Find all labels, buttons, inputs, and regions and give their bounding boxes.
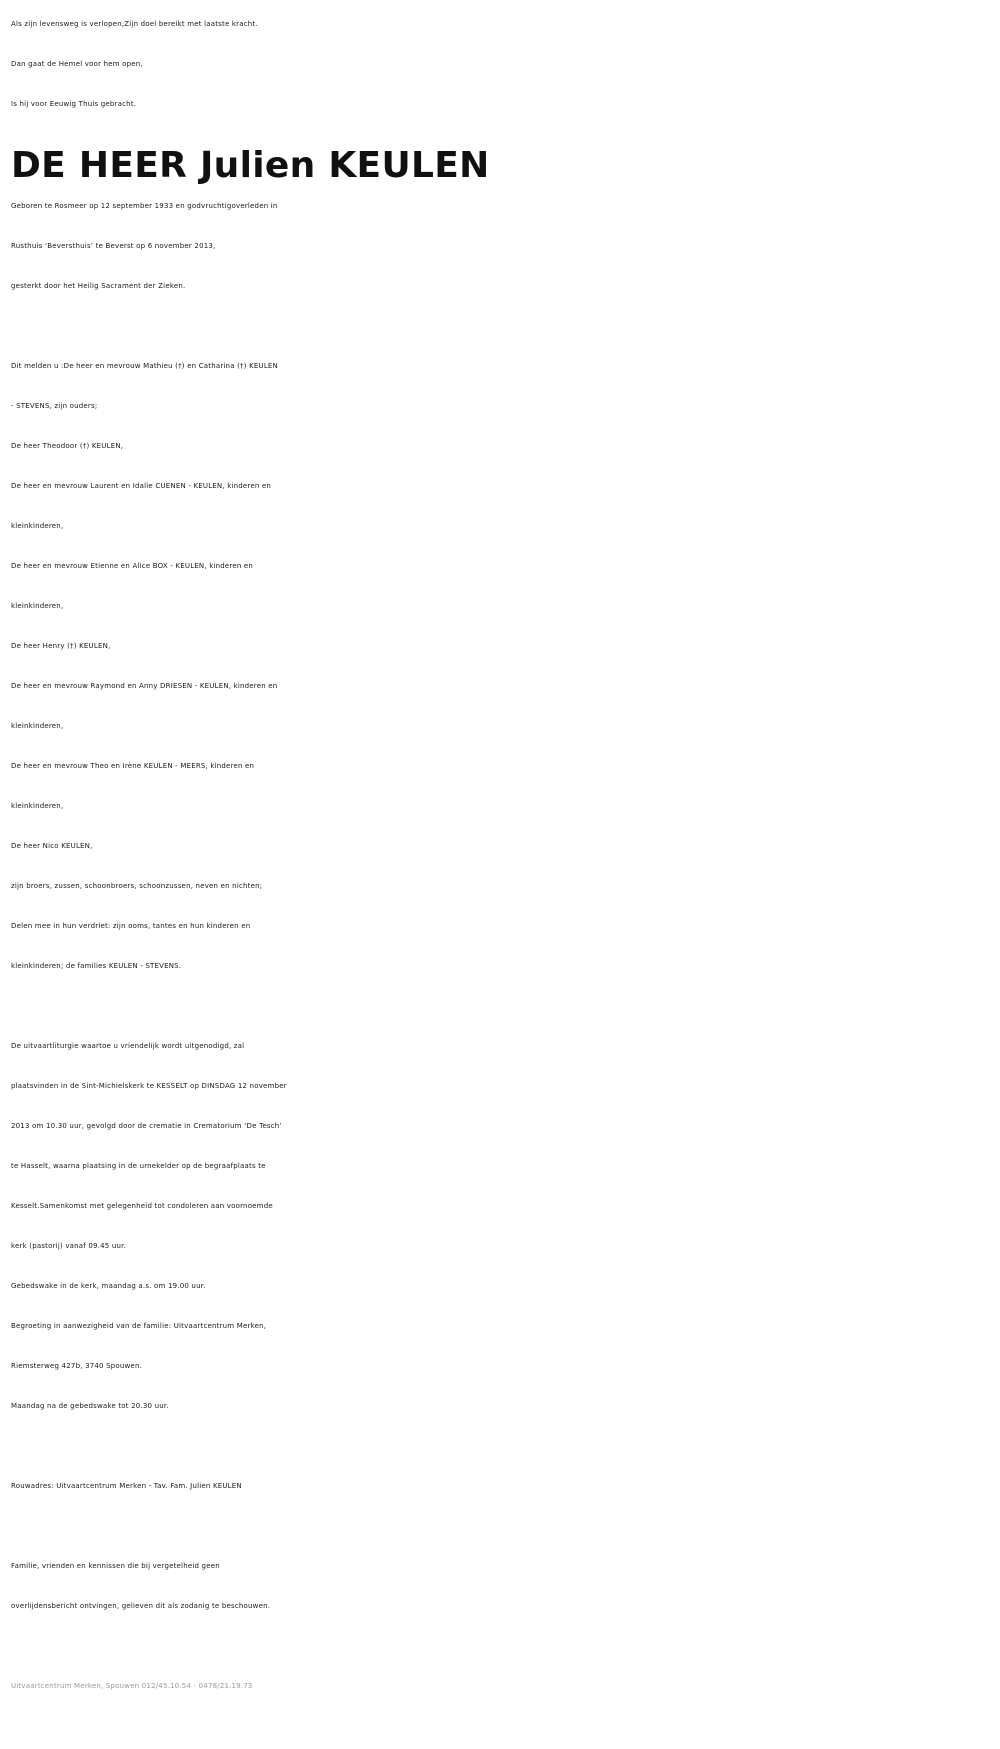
family-line: De heer en mevrouw Laurent en Idalie CUENEN - KEULEN, kinderen en — [11, 482, 272, 490]
funeral-line: De uitvaartliturgie waartoe u vriendelijk wordt uitgenodigd, zal — [11, 1042, 245, 1050]
family-line: De heer en mevrouw Theo en Irène KEULEN - MEERS, kinderen en — [11, 762, 255, 770]
funeral-line: Kesselt.Samenkomst met gelegenheid tot condoleren aan voornoemde — [11, 1202, 273, 1210]
obituary-page — [11, 4, 991, 1706]
family-announcement — [11, 346, 991, 986]
family-line: kleinkinderen; de families KEULEN - STEVENS. — [11, 962, 182, 970]
family-line: De heer Theodoor (†) KEULEN, — [11, 442, 124, 450]
family-line: Dit melden u :De heer en mevrouw Mathieu (†) en Catharina (†) KEULEN — [11, 362, 278, 370]
poem-line: Is hij voor Eeuwig Thuis gebracht. — [11, 100, 137, 108]
funeral-details — [11, 1026, 991, 1426]
poem — [11, 4, 991, 124]
birth-line: Geboren te Rosmeer op 12 september 1933 en godvruchtigoverleden in — [11, 202, 278, 210]
funeral-line: Maandag na de gebedswake tot 20.30 uur. — [11, 1402, 169, 1410]
birth-line: gesterkt door het Heilig Sacrament der Zieken. — [11, 282, 186, 290]
birth-details — [11, 186, 991, 306]
closing-line: overlijdensbericht ontvingen, gelieven dit als zodanig te beschouwen. — [11, 1602, 271, 1610]
family-line: De heer Nico KEULEN, — [11, 842, 93, 850]
family-line: De heer en mevrouw Etienne en Alice BOX - KEULEN, kinderen en — [11, 562, 254, 570]
family-line: kleinkinderen, — [11, 602, 64, 610]
closing-note — [11, 1546, 991, 1626]
family-line: kleinkinderen, — [11, 722, 64, 730]
funeral-line: Begroeting in aanwezigheid van de familie: Uitvaartcentrum Merken, — [11, 1322, 267, 1330]
funeral-line: te Hasselt, waarna plaatsing in de urnekelder op de begraafplaats te — [11, 1162, 266, 1170]
family-line: Delen mee in hun verdriet: zijn ooms, tantes en hun kinderen en — [11, 922, 251, 930]
footer-line: Uitvaartcentrum Merken, Spouwen 012/45.10.54 - 0478/21.19.73 — [11, 1682, 253, 1690]
funeral-line: kerk (pastorij) vanaf 09.45 uur. — [11, 1242, 126, 1250]
birth-line: Rusthuis ‘Beversthuis’ te Beverst op 6 november 2013, — [11, 242, 216, 250]
family-line: De heer Henry (†) KEULEN, — [11, 642, 111, 650]
rouwadres — [11, 1466, 991, 1506]
funeral-line: Gebedswake in de kerk, maandag a.s. om 19.00 uur. — [11, 1282, 206, 1290]
family-line: kleinkinderen, — [11, 522, 64, 530]
funeral-line: 2013 om 10.30 uur, gevolgd door de crematie in Crematorium ‘De Tesch’ — [11, 1122, 282, 1130]
closing-line: Familie, vrienden en kennissen die bij vergetelheid geen — [11, 1562, 220, 1570]
funeral-line: Riemsterweg 427b, 3740 Spouwen. — [11, 1362, 143, 1370]
funeral-line: plaatsvinden in de Sint-Michielskerk te KESSELT op DINSDAG 12 november — [11, 1082, 287, 1090]
page-title: DE HEER Julien KEULEN — [11, 145, 490, 186]
footer-contact — [11, 1666, 991, 1706]
family-line: De heer en mevrouw Raymond en Anny DRIESEN - KEULEN, kinderen en — [11, 682, 278, 690]
poem-line: Dan gaat de Hemel voor hem open, — [11, 60, 143, 68]
family-line: zijn broers, zussen, schoonbroers, schoonzussen, neven en nichten; — [11, 882, 263, 890]
poem-line: Als zijn levensweg is verlopen,Zijn doel bereikt met laatste kracht. — [11, 20, 258, 28]
family-line: - STEVENS, zijn ouders; — [11, 402, 98, 410]
rouwadres-line: Rouwadres: Uitvaartcentrum Merken - Tav. Fam. Julien KEULEN — [11, 1482, 242, 1490]
family-line: kleinkinderen, — [11, 802, 64, 810]
